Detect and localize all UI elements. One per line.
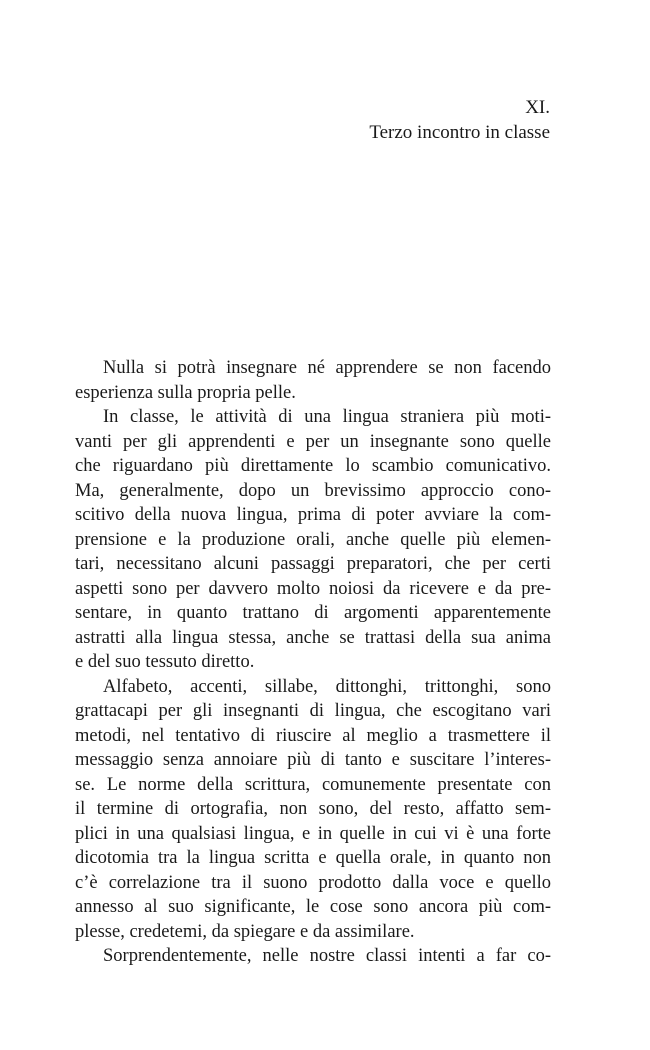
text-line: scitivo della nuova lingua, prima di poter avviare la com- [75, 505, 551, 525]
text-line: sentare, in quanto trattano di argomenti apparentemente [75, 603, 551, 623]
text-line: annesso al suo significante, le cose sono ancora più com- [75, 897, 551, 917]
text-line: aspetti sono per davvero molto noiosi da ricevere e da pre- [75, 578, 551, 599]
text-line: Nulla si potrà insegnare né apprendere se non facendo [103, 358, 551, 378]
text-line: plesse, credetemi, da spiegare e da assimilare. [75, 921, 415, 942]
chapter-title: Terzo incontro in classe [369, 122, 550, 143]
text-line: il termine di ortografia, non sono, del resto, affatto sem- [75, 799, 551, 819]
text-line: Alfabeto, accenti, sillabe, dittonghi, trittonghi, sono [103, 676, 551, 697]
text-line: grattacapi per gli insegnanti di lingua, che escogitano vari [75, 701, 551, 721]
text-line: e del suo tessuto diretto. [75, 652, 255, 672]
chapter-heading [369, 95, 550, 145]
text-line: astratti alla lingua stessa, anche se trattasi della sua anima [75, 627, 551, 648]
text-line: vanti per gli apprendenti e per un insegnante sono quelle [75, 431, 551, 452]
text-line: tari, necessitano alcuni passaggi preparatori, che per certi [75, 554, 551, 574]
text-line: Sorprendentemente, nelle nostre classi intenti a far co- [103, 946, 551, 966]
text-line: dicotomia tra la lingua scritta e quella orale, in quanto non [75, 848, 551, 868]
text-line: prensione e la produzione orali, anche quelle più elemen- [75, 529, 551, 550]
text-line: c’è correlazione tra il suono prodotto dalla voce e quello [75, 872, 551, 893]
chapter-number: XI. [525, 97, 550, 118]
text-line: se. Le norme della scrittura, comunemente presentate con [75, 774, 551, 795]
body-text [75, 356, 551, 969]
text-line: plici in una qualsiasi lingua, e in quelle in cui vi è una forte [75, 823, 551, 844]
text-line: esperienza sulla propria pelle. [75, 382, 296, 403]
text-line: Ma, generalmente, dopo un brevissimo approccio cono- [75, 480, 551, 501]
text-line: messaggio senza annoiare più di tanto e suscitare l’interes- [75, 750, 551, 770]
text-line: che riguardano più direttamente lo scambio comunicativo. [75, 456, 551, 476]
text-line: In classe, le attività di una lingua straniera più moti- [103, 407, 551, 427]
text-line: metodi, nel tentativo di riuscire al meglio a trasmettere il [75, 725, 551, 746]
